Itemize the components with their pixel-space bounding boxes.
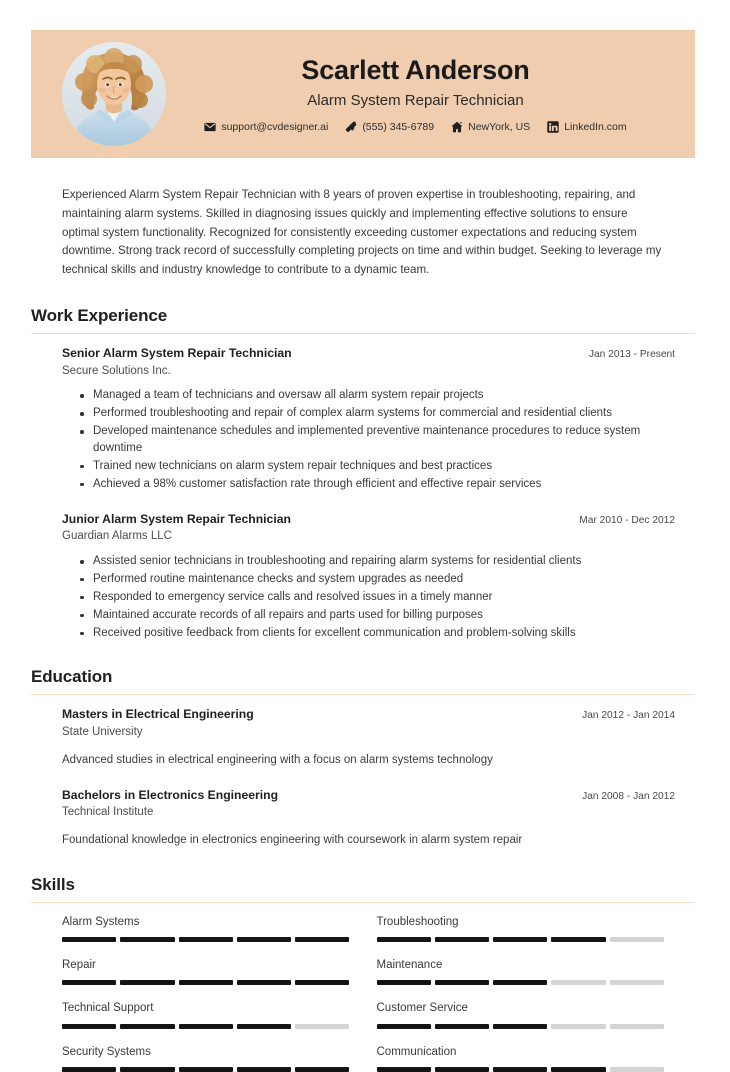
skill-segment: [377, 937, 431, 942]
skill-label: Customer Service: [376, 1002, 468, 1015]
contact-location-label: NewYork, US: [468, 121, 531, 134]
education-entry-header: [62, 707, 675, 723]
resume-header: [31, 30, 695, 158]
skill-segment: [62, 1024, 116, 1029]
skill-segment: [120, 980, 174, 985]
list-item: Achieved a 98% customer satisfaction rate through efficient and effective repair services: [78, 476, 675, 493]
education-entry-title: Masters in Electrical Engineering: [62, 707, 254, 722]
skill-segment: [237, 937, 291, 942]
work-entry-title: Junior Alarm System Repair Technician: [62, 511, 291, 526]
list-item: Performed routine maintenance checks and system upgrades as needed: [78, 571, 675, 588]
skill-segment: [179, 937, 233, 942]
portrait-photo-icon: [62, 42, 166, 146]
skill-item: [377, 1045, 665, 1072]
list-item: Responded to emergency service calls and resolved issues in a timely manner: [78, 589, 675, 606]
skill-level-bar: [62, 937, 350, 942]
work-entry-title: Senior Alarm System Repair Technician: [62, 345, 292, 360]
skill-label: Technical Support: [62, 1002, 154, 1015]
skill-segment: [62, 937, 116, 942]
skill-segment: [295, 1024, 349, 1029]
education-entry-date: Jan 2012 - Jan 2014: [582, 710, 675, 722]
list-item: Managed a team of technicians and oversaw all alarm system repair projects: [78, 387, 675, 404]
contact-location[interactable]: [451, 121, 530, 133]
skill-segment: [237, 1024, 291, 1029]
resume-body: [31, 170, 695, 1072]
work-entry-bullets: [78, 387, 675, 492]
skill-segment: [179, 1067, 233, 1072]
skill-item: [62, 958, 350, 985]
skill-level-bar: [62, 1067, 350, 1072]
contact-phone-label: (555) 345-6789: [362, 121, 435, 134]
skill-label: Alarm Systems: [62, 915, 140, 928]
skill-item: [62, 1045, 350, 1072]
section-skills: [31, 875, 695, 1072]
contact-phone[interactable]: [345, 121, 434, 133]
skill-segment: [435, 980, 489, 985]
education-entry-description: Foundational knowledge in electronics engineering with coursework in alarm system repair: [62, 833, 523, 846]
skill-segment: [295, 980, 349, 985]
list-item: Maintained accurate records of all repairs and parts used for billing purposes: [78, 607, 675, 624]
education-entry-date: Jan 2008 - Jan 2012: [582, 790, 675, 802]
skill-segment: [179, 980, 233, 985]
page-title: Scarlett Anderson: [301, 54, 530, 85]
education-entry-title: Bachelors in Electronics Engineering: [62, 787, 279, 802]
education-entry-description: Advanced studies in electrical engineering with a focus on alarm systems technology: [62, 753, 493, 766]
skill-segment: [237, 980, 291, 985]
work-entry-organization: Guardian Alarms LLC: [62, 530, 172, 543]
skill-item: [62, 1001, 350, 1028]
work-entry-date: Jan 2013 - Present: [588, 348, 675, 360]
work-entry: [62, 512, 695, 642]
skill-item: [62, 915, 350, 942]
skill-segment: [493, 980, 547, 985]
skill-segment: [120, 937, 174, 942]
skill-label: Troubleshooting: [376, 915, 459, 928]
contact-linkedin[interactable]: [547, 121, 626, 133]
skill-segment: [62, 1067, 116, 1072]
home-icon: [451, 121, 463, 133]
linkedin-icon: [547, 121, 559, 133]
skills-grid: [62, 915, 664, 1072]
skill-segment: [610, 937, 664, 942]
section-divider: [31, 902, 695, 903]
contact-email[interactable]: [204, 121, 328, 133]
skill-segment: [179, 1024, 233, 1029]
header-identity: [166, 55, 695, 133]
skill-segment: [295, 1067, 349, 1072]
work-entry-date: Mar 2010 - Dec 2012: [579, 514, 675, 526]
education-entry: [62, 707, 695, 768]
skill-segment: [435, 1067, 489, 1072]
skill-segment: [610, 980, 664, 985]
section-heading-education: Education: [31, 667, 113, 687]
work-entry-header: [62, 346, 675, 362]
skill-label: Communication: [376, 1045, 457, 1058]
section-education: [31, 667, 695, 848]
skill-segment: [435, 1024, 489, 1029]
skill-segment: [120, 1024, 174, 1029]
education-entry: [62, 788, 695, 849]
work-entry-organization: Secure Solutions Inc.: [62, 364, 171, 377]
contact-email-label: support@cvdesigner.ai: [221, 121, 329, 134]
skill-level-bar: [377, 980, 665, 985]
skill-segment: [551, 1067, 605, 1072]
section-heading-work-experience: Work Experience: [31, 305, 168, 325]
professional-summary: Experienced Alarm System Repair Technician with 8 years of proven expertise in troubleshooting, repairing, and maintaining alarm systems. Skilled in diagnosing issues quickly and implementing effective solutions to ensure optimal system functionality. Recognized for consistently exceeding customer expectations and reducing system downtime. Strong track record of successfully completing projects on time and within budget. Seeking to leverage my technical skills and industry knowledge to contribute to a dynamic team.: [62, 188, 662, 277]
skill-segment: [377, 1067, 431, 1072]
list-item: Performed troubleshooting and repair of complex alarm systems for commercial and residential clients: [78, 405, 675, 422]
skill-item: [377, 915, 665, 942]
skill-segment: [237, 1067, 291, 1072]
skill-segment: [551, 1024, 605, 1029]
section-work-experience: [31, 306, 695, 642]
list-item: Assisted senior technicians in troubleshooting and repairing alarm systems for residential clients: [78, 553, 675, 570]
skill-item: [377, 1001, 665, 1028]
contact-row: [204, 121, 626, 133]
job-title: Alarm System Repair Technician: [307, 92, 524, 110]
skill-segment: [435, 937, 489, 942]
skill-segment: [377, 980, 431, 985]
envelope-icon: [204, 121, 216, 133]
list-item: Developed maintenance schedules and implemented preventive maintenance procedures to reduce system downtime: [78, 423, 675, 457]
section-divider: [31, 333, 695, 334]
work-entry-header: [62, 512, 675, 528]
contact-linkedin-label: LinkedIn.com: [564, 121, 627, 134]
education-entry-organization: Technical Institute: [62, 806, 154, 819]
section-heading-skills: Skills: [31, 874, 75, 894]
skill-segment: [295, 937, 349, 942]
skill-item: [377, 958, 665, 985]
skill-segment: [610, 1067, 664, 1072]
phone-icon: [345, 121, 357, 133]
skill-segment: [120, 1067, 174, 1072]
avatar: [62, 42, 166, 146]
section-divider: [31, 694, 695, 695]
skill-level-bar: [377, 937, 665, 942]
skill-level-bar: [62, 980, 350, 985]
skill-segment: [551, 980, 605, 985]
skill-segment: [493, 1067, 547, 1072]
education-entry-organization: State University: [62, 726, 143, 739]
skill-level-bar: [62, 1024, 350, 1029]
skill-segment: [493, 937, 547, 942]
education-entry-header: [62, 788, 675, 804]
skill-label: Security Systems: [62, 1045, 151, 1058]
skill-level-bar: [377, 1067, 665, 1072]
work-entry: [62, 346, 695, 493]
skill-level-bar: [377, 1024, 665, 1029]
skill-segment: [377, 1024, 431, 1029]
list-item: Received positive feedback from clients for excellent communication and problem-solving skills: [78, 625, 675, 642]
list-item: Trained new technicians on alarm system repair techniques and best practices: [78, 458, 675, 475]
skill-segment: [62, 980, 116, 985]
skill-segment: [493, 1024, 547, 1029]
work-entry-bullets: [78, 553, 675, 641]
skill-label: Repair: [62, 958, 96, 971]
skill-label: Maintenance: [376, 958, 443, 971]
skill-segment: [551, 937, 605, 942]
skill-segment: [610, 1024, 664, 1029]
